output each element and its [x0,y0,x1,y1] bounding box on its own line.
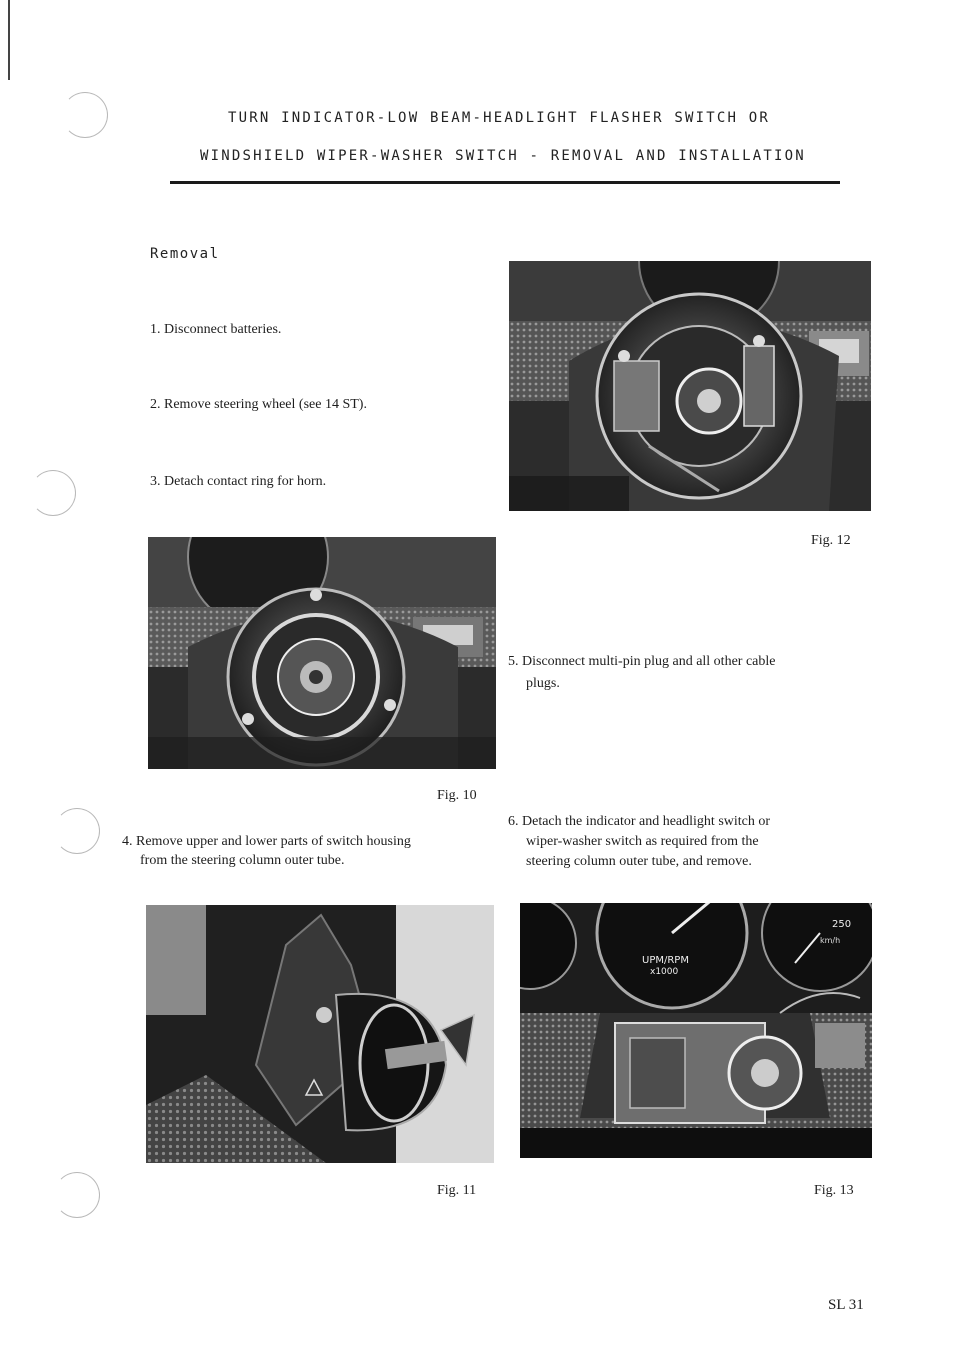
figure-10-photo [148,537,496,769]
page-title-line-1: TURN INDICATOR-LOW BEAM-HEADLIGHT FLASHER SWITCH OR [228,110,771,126]
section-title: Removal [150,246,220,262]
page-title-line-2: WINDSHIELD WIPER-WASHER SWITCH - REMOVAL AND INSTALLATION [200,148,806,164]
step-5-line-2: plugs. [526,676,560,691]
punch-hole [54,808,100,854]
figure-13-photo [520,903,872,1158]
step-5-line-1: 5. Disconnect multi-pin plug and all other cable [508,654,776,669]
step-2: 2. Remove steering wheel (see 14 ST). [150,397,367,412]
binder-margin-line [8,0,10,80]
figure-11-photo [146,905,494,1163]
punch-hole [30,470,76,516]
step-6-line-1: 6. Detach the indicator and headlight switch or [508,814,771,829]
page-number: SL 31 [828,1297,864,1313]
figure-11-caption: Fig. 11 [437,1183,477,1198]
header-rule [170,181,840,184]
step-4-line-1: 4. Remove upper and lower parts of switch housing [122,834,411,849]
step-1: 1. Disconnect batteries. [150,322,282,337]
figure-12-caption: Fig. 12 [811,533,851,548]
figure-13-caption: Fig. 13 [814,1183,854,1198]
step-4-line-2: from the steering column outer tube. [140,853,345,868]
speedometer-unit: km/h [820,936,841,945]
speedometer-max: 250 [832,919,852,930]
step-3: 3. Detach contact ring for horn. [150,474,327,489]
step-6-line-2: wiper-washer switch as required from the [526,834,759,849]
punch-hole [54,1172,100,1218]
figure-10-caption: Fig. 10 [437,788,477,803]
step-6-line-3: steering column outer tube, and remove. [526,854,752,869]
figure-12-photo [509,261,871,511]
punch-hole [62,92,108,138]
tachometer-multiplier: x1000 [650,967,679,977]
tachometer-label: UPM/RPM [642,955,689,966]
